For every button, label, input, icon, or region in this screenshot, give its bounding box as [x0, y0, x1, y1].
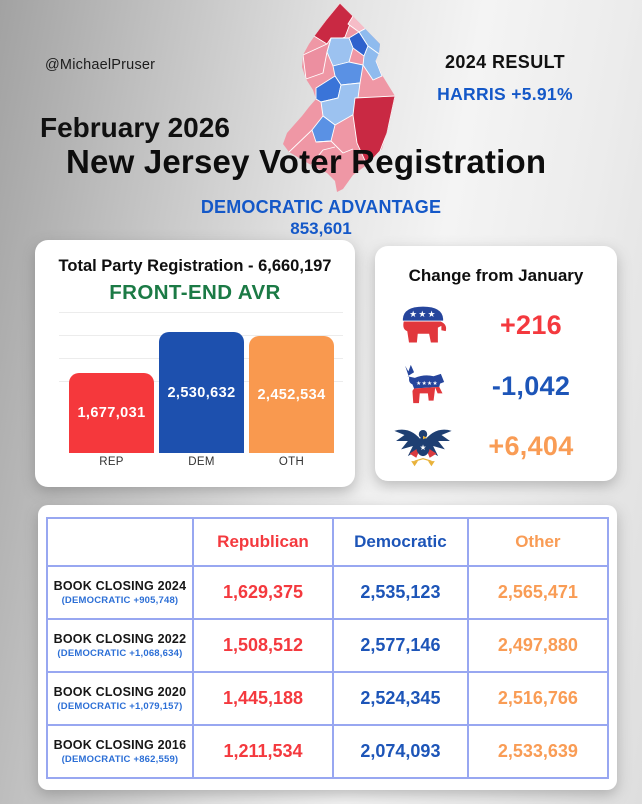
bar-oth-value: 2,452,534 — [257, 386, 326, 403]
row-sublabel: (DEMOCRATIC +862,559) — [61, 754, 179, 765]
result-value: HARRIS +5.91% — [437, 84, 573, 104]
category-oth: OTH — [278, 456, 305, 468]
row-sublabel: (DEMOCRATIC +1,068,634) — [57, 648, 183, 659]
row-label-cell — [47, 725, 193, 778]
party-registration-bar-chart — [59, 306, 343, 453]
category-rep: REP — [99, 456, 124, 468]
bar-dem — [159, 332, 244, 453]
row-label-cell — [47, 566, 193, 619]
cell-republican: 1,211,534 — [193, 725, 333, 778]
book-closing-table — [46, 517, 609, 779]
bar-chart-categories — [69, 456, 334, 468]
row-label: BOOK CLOSING 2020 — [53, 685, 187, 699]
bar-dem-value: 2,530,632 — [167, 384, 236, 401]
result-block — [395, 52, 615, 105]
cell-democratic: 2,074,093 — [333, 725, 468, 778]
page-title: New Jersey Voter Registration — [66, 143, 547, 180]
bar-group — [69, 332, 334, 453]
category-dem: DEM — [188, 456, 215, 468]
bar-oth — [249, 336, 334, 453]
cell-republican: 1,445,188 — [193, 672, 333, 725]
row-label-cell — [47, 672, 193, 725]
change-row-democratic — [388, 358, 604, 414]
result-label: 2024 RESULT — [444, 52, 566, 72]
bar-rep-value: 1,677,031 — [77, 405, 146, 421]
table-row — [47, 725, 608, 778]
advantage-value: 853,601 — [290, 219, 352, 238]
header-democratic: Democratic — [333, 518, 468, 566]
cell-other: 2,533,639 — [468, 725, 608, 778]
cell-other: 2,497,880 — [468, 619, 608, 672]
registration-card — [35, 240, 355, 487]
row-label: BOOK CLOSING 2024 — [53, 579, 187, 593]
table-row — [47, 619, 608, 672]
change-row-republican — [388, 297, 604, 353]
cell-democratic: 2,577,146 — [333, 619, 468, 672]
cell-republican: 1,629,375 — [193, 566, 333, 619]
cell-other: 2,516,766 — [468, 672, 608, 725]
header-other: Other — [468, 518, 608, 566]
registration-card-subtitle: FRONT-END AVR — [109, 281, 281, 304]
change-value-republican: +216 — [499, 309, 563, 340]
cell-democratic: 2,524,345 — [333, 672, 468, 725]
row-label: BOOK CLOSING 2022 — [53, 632, 187, 646]
svg-text:★: ★ — [419, 443, 427, 453]
table-header-row — [47, 518, 608, 566]
author-handle: @MichaelPruser — [45, 57, 156, 73]
registration-card-title: Total Party Registration - 6,660,197 — [58, 257, 332, 275]
header-republican: Republican — [193, 518, 333, 566]
svg-text:★★★★: ★★★★ — [416, 381, 439, 388]
gridline — [59, 312, 343, 313]
change-card-title: Change from January — [408, 266, 584, 285]
row-label: BOOK CLOSING 2016 — [53, 738, 187, 752]
american-eagle-icon — [391, 423, 455, 469]
cell-democratic: 2,535,123 — [333, 566, 468, 619]
book-closing-table-card — [38, 505, 617, 790]
table-row — [47, 672, 608, 725]
row-label-cell — [47, 619, 193, 672]
democratic-donkey-icon — [397, 362, 449, 410]
advantage-label: DEMOCRATIC ADVANTAGE — [200, 197, 442, 217]
header-empty-cell — [47, 518, 193, 566]
republican-elephant-icon — [395, 302, 451, 348]
change-row-other — [388, 418, 604, 474]
table-row — [47, 566, 608, 619]
change-card — [375, 246, 617, 481]
change-value-other: +6,404 — [488, 430, 574, 461]
svg-text:★★★: ★★★ — [409, 310, 437, 321]
row-sublabel: (DEMOCRATIC +905,748) — [61, 595, 179, 606]
bar-rep — [69, 373, 154, 453]
month-heading: February 2026 — [40, 112, 230, 143]
row-sublabel: (DEMOCRATIC +1,079,157) — [57, 701, 183, 712]
cell-republican: 1,508,512 — [193, 619, 333, 672]
change-value-democratic: -1,042 — [491, 370, 571, 401]
cell-other: 2,565,471 — [468, 566, 608, 619]
